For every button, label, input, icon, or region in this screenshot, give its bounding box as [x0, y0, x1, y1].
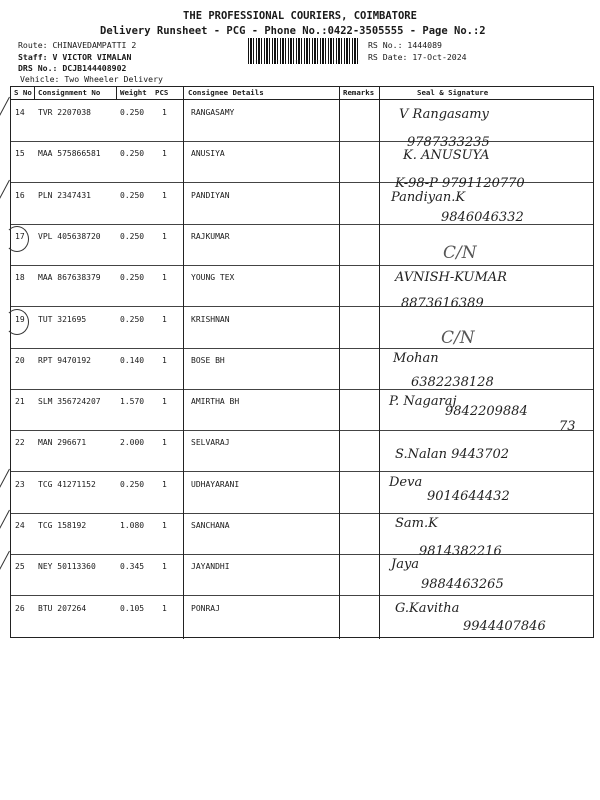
col-divider — [379, 87, 380, 639]
consignee-cell: ANUSIYA — [191, 149, 225, 159]
sno-cell: 25 — [15, 562, 25, 572]
col-divider — [34, 87, 35, 99]
table-row — [11, 390, 593, 431]
rs-no-label: RS No.: 1444089 — [368, 40, 442, 50]
pcs-cell: 1 — [162, 108, 167, 117]
col-divider — [116, 87, 117, 99]
consignment-cell: BTU 207264 — [38, 603, 87, 613]
table-row — [11, 308, 593, 349]
signature-name: V Rangasamy — [399, 107, 489, 122]
consignment-cell: SLM 356724207 — [38, 397, 101, 407]
table-row — [11, 419, 593, 472]
weight-cell: 2.000 — [120, 438, 145, 448]
sno-cell: 15 — [15, 149, 25, 159]
signature-name: G.Kavitha — [395, 600, 460, 616]
sno-cell: 18 — [15, 273, 25, 283]
consignee-cell: PONRAJ — [191, 603, 220, 613]
weight-cell: 1.080 — [120, 521, 145, 530]
consignment-cell: TCG 41271152 — [38, 479, 96, 489]
header-signature: Seal & Signature — [417, 88, 489, 97]
weight-cell: 0.250 — [120, 190, 145, 200]
consignment-cell: MAA 575866581 — [38, 149, 101, 159]
consignment-cell: TCG 158192 — [38, 521, 87, 530]
signature-phone: 9944407846 — [463, 618, 546, 634]
pcs-cell: 1 — [162, 149, 167, 159]
consignee-cell: SELVARAJ — [191, 438, 230, 448]
consignment-cell: NEY 50113360 — [38, 562, 96, 572]
table-header — [11, 87, 593, 100]
tick-mark — [0, 468, 22, 494]
consignee-cell: SANCHANA — [191, 521, 230, 530]
signature-phone: 9846046332 — [441, 209, 524, 225]
barcode — [248, 38, 358, 64]
weight-cell: 0.250 — [120, 314, 145, 324]
signature-name: Pandiyan.K — [391, 189, 466, 205]
signature-name: AVNISH-KUMAR — [395, 270, 507, 286]
weight-cell: 0.105 — [120, 603, 145, 613]
runsheet-title: Delivery Runsheet - PCG - Phone No.:0422-3505555 - Page No.:2 — [100, 25, 486, 37]
signature-phone: C/N — [443, 242, 477, 263]
header-consignee: Consignee Details — [188, 88, 264, 97]
signature-name: Deva — [389, 474, 423, 490]
sno-cell: 23 — [15, 479, 25, 489]
circle-mark — [5, 226, 29, 252]
consignee-cell: BOSE BH — [191, 355, 225, 365]
staff-label: Staff: V VICTOR VIMALAN — [18, 52, 132, 62]
signature-phone: K-98-P 9791120770 — [395, 176, 525, 192]
consignment-cell: MAA 867638379 — [38, 273, 101, 283]
consignee-cell: RANGASAMY — [191, 108, 235, 117]
consignment-cell: PLN 2347431 — [38, 190, 91, 200]
rs-date-label: RS Date: 17-Oct-2024 — [368, 52, 467, 62]
weight-cell: 1.570 — [120, 397, 145, 407]
pcs-cell: 1 — [162, 438, 167, 448]
header-sno: S No — [14, 88, 32, 97]
tick-mark — [0, 510, 22, 536]
pcs-cell: 1 — [162, 397, 167, 407]
consignee-cell: YOUNG TEX — [191, 273, 235, 283]
consignment-cell: TUT 321695 — [38, 314, 87, 324]
weight-cell: 0.345 — [120, 562, 145, 572]
signature-phone: 9842209884 — [445, 404, 528, 420]
table-row — [11, 101, 593, 150]
pcs-cell: 1 — [162, 314, 167, 324]
signature-phone: 9014644432 — [427, 488, 510, 504]
signature-phone: S.Nalan 9443702 — [395, 447, 510, 463]
consignment-cell: TVR 2207038 — [38, 108, 91, 117]
route-label: Route: CHINAVEDAMPATTI 2 — [18, 40, 137, 50]
consignee-cell: KRISHNAN — [191, 314, 230, 324]
table-row — [11, 349, 593, 390]
table-row — [11, 514, 593, 559]
table-row — [11, 266, 593, 312]
pcs-cell: 1 — [162, 603, 167, 613]
signature-name: 73 — [559, 419, 576, 435]
signature-name: Jaya — [391, 557, 420, 573]
signature-name: K. ANUSUYA — [403, 148, 490, 164]
header-weight: Weight — [120, 88, 147, 97]
weight-cell: 0.250 — [120, 479, 145, 489]
signature-name: Mohan — [393, 350, 439, 366]
weight-cell: 0.250 — [120, 108, 145, 117]
signature-phone: 6382238128 — [411, 374, 494, 390]
table-row — [11, 142, 593, 192]
weight-cell: 0.250 — [120, 231, 145, 241]
col-divider — [339, 87, 340, 639]
sno-cell: 21 — [15, 397, 25, 407]
consignment-cell: RPT 9470192 — [38, 355, 91, 365]
circle-mark — [5, 309, 29, 335]
consignee-cell: RAJKUMAR — [191, 231, 230, 241]
sno-cell: 19 — [15, 314, 25, 324]
runsheet-table — [10, 86, 594, 638]
weight-cell: 0.140 — [120, 355, 145, 365]
consignee-cell: AMIRTHA BH — [191, 397, 240, 407]
signature-phone: C/N — [441, 327, 475, 348]
sno-cell: 17 — [15, 231, 25, 241]
tick-mark — [0, 179, 22, 205]
table-row — [11, 473, 593, 514]
drs-label: DRS No.: DCJB144408902 — [18, 63, 127, 73]
consignee-cell: UDHAYARANI — [191, 479, 240, 489]
table-row — [11, 225, 593, 266]
consignee-cell: PANDIYAN — [191, 190, 230, 200]
header-consignment: Consignment No — [38, 88, 101, 97]
vehicle-label: Vehicle: Two Wheeler Delivery — [20, 74, 163, 84]
pcs-cell: 1 — [162, 355, 167, 365]
sno-cell: 24 — [15, 521, 25, 530]
sno-cell: 20 — [15, 355, 25, 365]
sno-cell: 16 — [15, 190, 25, 200]
consignee-cell: JAYANDHI — [191, 562, 230, 572]
pcs-cell: 1 — [162, 562, 167, 572]
weight-cell: 0.250 — [120, 149, 145, 159]
signature-phone: 8873616389 — [401, 296, 484, 312]
signature-phone: 9787333235 — [407, 135, 490, 150]
header-pcs: PCS — [155, 88, 169, 97]
pcs-cell: 1 — [162, 190, 167, 200]
tick-mark — [0, 97, 22, 123]
table-row — [11, 184, 593, 225]
table-row — [11, 555, 593, 596]
weight-cell: 0.250 — [120, 273, 145, 283]
sno-cell: 14 — [15, 108, 25, 117]
pcs-cell: 1 — [162, 273, 167, 283]
col-divider — [183, 87, 184, 639]
consignment-cell: MAN 296671 — [38, 438, 87, 448]
signature-name: P. Nagaraj — [389, 394, 457, 410]
signature-name: Sam.K — [395, 516, 438, 531]
consignment-cell: VPL 405638720 — [38, 231, 101, 241]
signature-phone: 9884463265 — [421, 577, 504, 593]
pcs-cell: 1 — [162, 231, 167, 241]
table-row — [11, 597, 593, 637]
company-title: THE PROFESSIONAL COURIERS, COIMBATORE — [183, 10, 417, 22]
pcs-cell: 1 — [162, 479, 167, 489]
sno-cell: 22 — [15, 438, 25, 448]
sno-cell: 26 — [15, 603, 25, 613]
pcs-cell: 1 — [162, 521, 167, 530]
header-remarks: Remarks — [343, 88, 375, 97]
signature-phone: 9814382216 — [419, 544, 502, 559]
